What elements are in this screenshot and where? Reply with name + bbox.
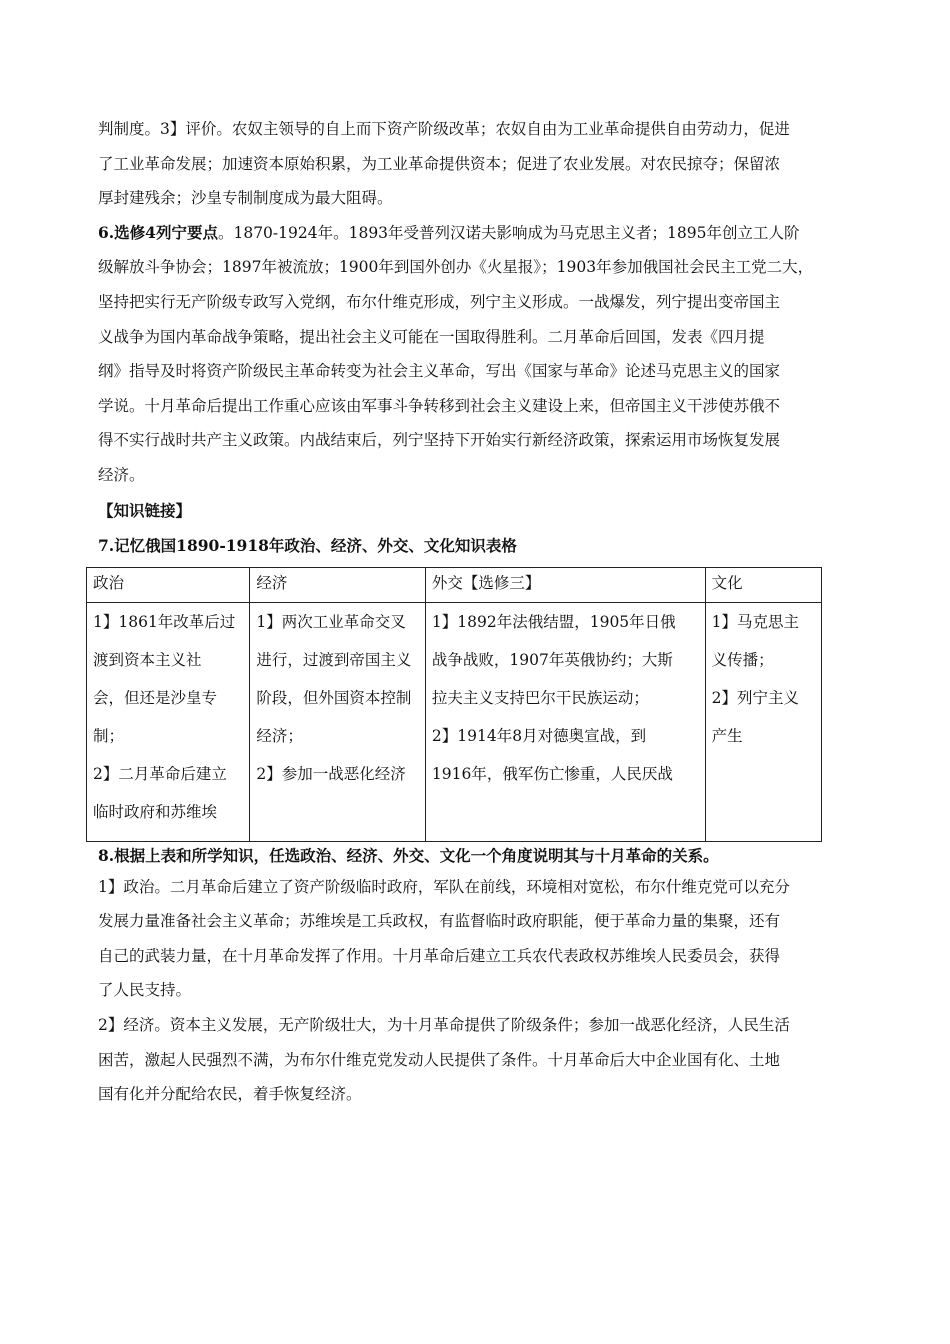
cell-line: 拉夫主义支持巴尔干民族运动； [431, 688, 649, 707]
section-6 [98, 216, 858, 493]
table-cell-culture [705, 602, 821, 841]
text-line: 自己的武装力量，在十月革命发挥了作用。十月革命后建立工兵农代表政权苏维埃人民委员会，获得 [98, 946, 781, 965]
text-line: 级解放斗争协会；1897年被流放；1900年到国外创办《火星报》；1903年参加俄国社会民主工党二大， [98, 258, 814, 277]
text-line: 2】经济。资本主义发展，无产阶级壮大，为十月革命提供了阶级条件；参加一战恶化经济，人民生活 [98, 1015, 790, 1034]
cell-line: 经济； [256, 726, 303, 745]
text-line: 学说。十月革命后提出工作重心应该由军事斗争转移到社会主义建设上来，但帝国主义干涉使苏俄不 [98, 396, 781, 415]
cell-line: 1】1892年法俄结盟，1905年日俄 [431, 612, 676, 631]
text-line: 厚封建残余；沙皇专制制度成为最大阻碍。 [98, 189, 393, 208]
text-line: 经济。 [98, 465, 145, 484]
table-header-cell: 外交【选修三】 [425, 567, 705, 602]
table-cell-diplomacy [425, 602, 705, 841]
cell-line: 2】二月革命后建立 [93, 764, 227, 783]
cell-line: 1】两次工业革命交叉 [256, 612, 406, 631]
document-page [93, 112, 858, 1112]
table-header-cell: 经济 [250, 567, 426, 602]
text-line: 得不实行战时共产主义政策。内战结束后，列宁坚持下开始实行新经济政策，探索运用市场恢复发展 [98, 431, 781, 450]
table-cell-economy [250, 602, 426, 841]
cell-line: 2】参加一战恶化经济 [256, 764, 406, 783]
table-header-row [87, 567, 822, 602]
text-span: 。1870-1924年。1893年受普列汉诺夫影响成为马克思主义者；1895年创立工人阶 [217, 223, 800, 242]
cell-line: 临时政府和苏维埃 [93, 802, 218, 821]
table-cell-politics [87, 602, 250, 841]
section-8-economy [98, 1008, 858, 1112]
cell-line: 产生 [711, 726, 743, 745]
cell-line: 1】1861年改革后过 [93, 612, 236, 631]
section-8-title: 8.根据上表和所学知识，任选政治、经济、外交、文化一个角度说明其与十月革命的关系。 [98, 845, 719, 865]
section-7-title: 7.记忆俄国1890-1918年政治、经济、外交、文化知识表格 [98, 535, 517, 555]
cell-line: 1916年，俄军伤亡惨重，人民厌战 [431, 764, 673, 783]
cell-line: 2】列宁主义 [711, 688, 799, 707]
cell-line: 进行，过渡到帝国主义 [256, 650, 412, 669]
cell-line: 义传播； [711, 650, 774, 669]
knowledge-table [86, 567, 822, 842]
text-line: 发展力量准备社会主义革命；苏维埃是工兵政权，有监督临时政府职能，便于革命力量的集聚，还有 [98, 912, 781, 931]
cell-line: 渡到资本主义社 [93, 650, 202, 669]
table-row [87, 602, 822, 841]
cell-line: 1】马克思主 [711, 612, 799, 631]
text-line: 困苦，激起人民强烈不满，为布尔什维克党发动人民提供了条件。十月革命后大中企业国有化、土地 [98, 1050, 781, 1069]
paragraph-top [98, 112, 858, 216]
knowledge-link-heading: 【知识链接】 [98, 500, 192, 520]
text-line: 纲》指导及时将资产阶级民主革命转变为社会主义革命，写出《国家与革命》论述马克思主义的国家 [98, 362, 781, 381]
cell-line: 战争战败，1907年英俄协约；大斯 [431, 650, 673, 669]
text-line: 国有化并分配给农民，着手恢复经济。 [98, 1085, 362, 1104]
text-line: 坚持把实行无产阶级专政写入党纲，布尔什维克形成，列宁主义形成。一战爆发，列宁提出变帝国主 [98, 292, 781, 311]
text-line: 1】政治。二月革命后建立了资产阶级临时政府，军队在前线，环境相对宽松，布尔什维克党可以充分 [98, 877, 790, 896]
text-line: 判制度。3】评价。农奴主领导的自上而下资产阶级改革；农奴自由为工业革命提供自由劳动力，促进 [98, 120, 790, 138]
text-line: 了工业革命发展；加速资本原始积累，为工业革命提供资本；促进了农业发展。对农民掠夺；保留浓 [98, 154, 781, 173]
cell-line: 阶段，但外国资本控制 [256, 688, 412, 707]
cell-line: 2】1914年8月对德奥宣战，到 [431, 726, 647, 745]
text-line: 了人民支持。 [98, 981, 192, 1000]
cell-line: 制； [93, 726, 125, 745]
cell-line: 会，但还是沙皇专 [93, 688, 218, 707]
section-6-title: 6.选修4列宁要点 [98, 222, 218, 242]
section-8-politics [98, 870, 858, 1008]
text-line [98, 216, 858, 251]
table-header-cell: 文化 [705, 567, 821, 602]
table-header-cell: 政治 [87, 567, 250, 602]
text-line: 义战争为国内革命战争策略，提出社会主义可能在一国取得胜利。二月革命后回国，发表《四月提 [98, 327, 765, 346]
